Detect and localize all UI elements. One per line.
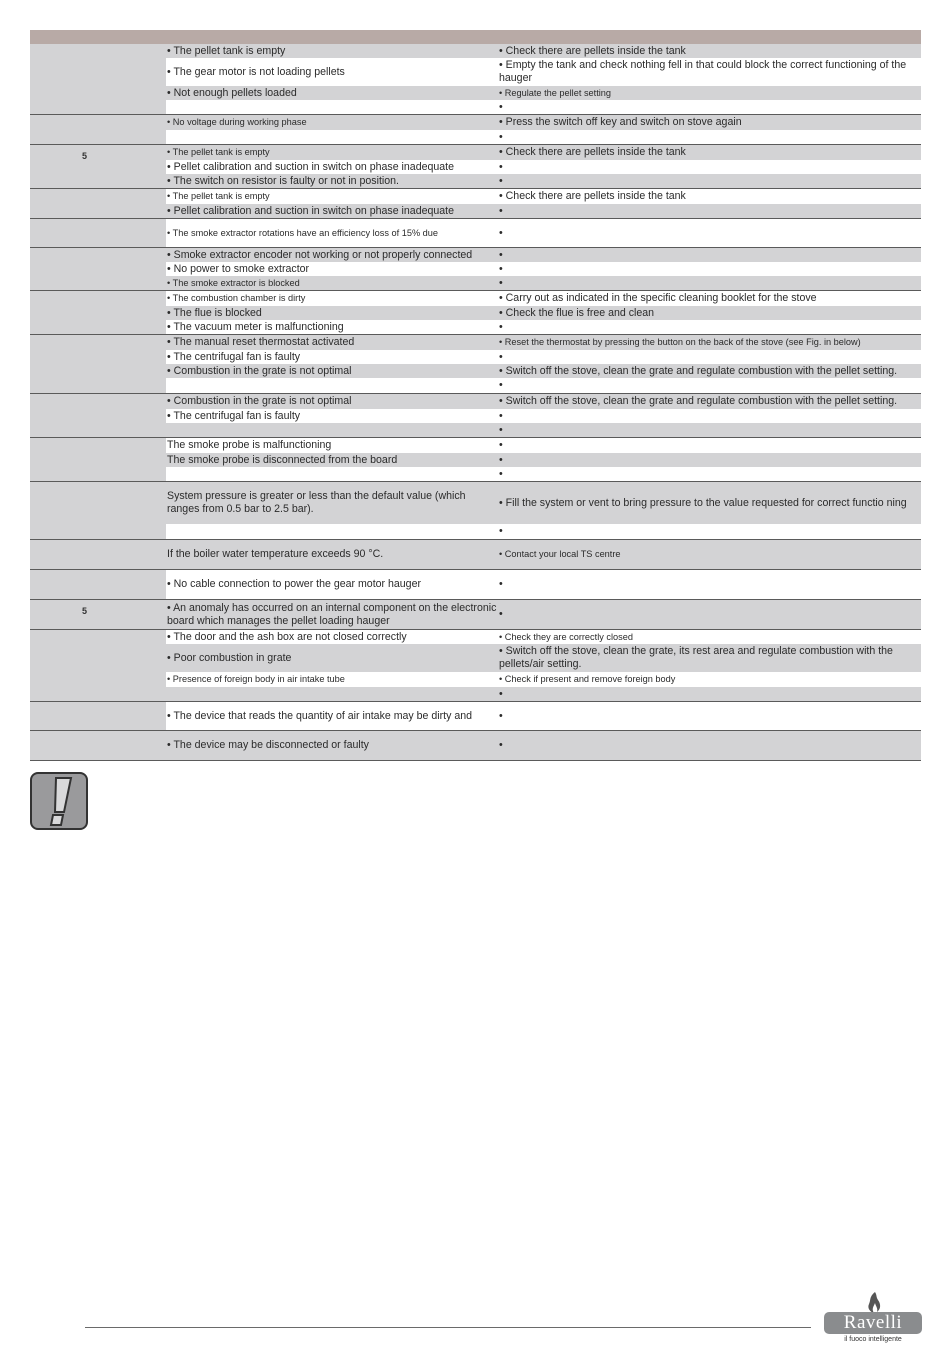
table-group	[30, 731, 921, 761]
probable-cause: • An anomaly has occurred on an internal component on the electronic board which manages the pellet loading hauger	[167, 601, 497, 627]
solution: •	[499, 379, 503, 391]
table-row	[166, 350, 921, 364]
probable-cause: • The pellet tank is empty	[167, 44, 286, 57]
solution: •	[499, 100, 503, 113]
table-group	[30, 145, 921, 189]
table-group	[30, 44, 921, 115]
error-code-cell	[30, 219, 166, 247]
error-code-cell	[30, 115, 166, 144]
probable-cause: • The device that reads the quantity of air intake may be dirty and	[167, 709, 473, 722]
table-row	[166, 364, 921, 378]
error-code-cell	[30, 145, 166, 188]
footer-rule	[85, 1327, 811, 1328]
error-code: 5	[82, 606, 88, 616]
table-row	[166, 570, 921, 599]
table-row	[166, 438, 921, 453]
solution: •	[499, 525, 503, 537]
table-row	[166, 130, 921, 144]
solution: •	[499, 409, 503, 422]
probable-cause: • The gear motor is not loading pellets	[167, 65, 345, 78]
table-row	[166, 204, 921, 218]
ravelli-logo	[824, 1292, 922, 1348]
table-row	[166, 86, 921, 100]
probable-cause: The smoke probe is malfunctioning	[167, 439, 332, 451]
table-row	[166, 482, 921, 524]
solution: • Fill the system or vent to bring pressure to the value requested for correct functio ning	[499, 496, 907, 509]
probable-cause	[166, 524, 498, 539]
solution: • Check there are pellets inside the tank	[499, 190, 686, 202]
probable-cause: If the boiler water temperature exceeds 90 °C.	[167, 548, 384, 560]
table-row	[166, 291, 921, 306]
probable-cause: • The combustion chamber is dirty	[167, 293, 306, 303]
solution: •	[499, 423, 503, 436]
table-group	[30, 394, 921, 438]
table-group	[30, 630, 921, 702]
probable-cause	[166, 130, 498, 144]
solution: • Check there are pellets inside the tank	[499, 44, 686, 57]
probable-cause: • Presence of foreign body in air intake tube	[167, 674, 345, 684]
table-body	[30, 44, 921, 761]
solution: • Check if present and remove foreign body	[499, 674, 676, 684]
troubleshooting-table	[30, 30, 921, 761]
table-row	[166, 115, 921, 130]
probable-cause: • No power to smoke extractor	[167, 262, 310, 275]
solution: •	[499, 739, 503, 751]
table-group	[30, 219, 921, 248]
table-row	[166, 262, 921, 276]
solution: • Reset the thermostat by pressing the button on the back of the stove (see Fig. in below)	[499, 337, 861, 347]
table-row	[166, 394, 921, 409]
table-row	[166, 276, 921, 290]
probable-cause: • The smoke extractor is blocked	[167, 277, 300, 288]
probable-cause	[166, 687, 498, 701]
logo-brand-text: Ravelli	[824, 1312, 922, 1334]
solution: • Switch off the stove, clean the grate and regulate combustion with the pellet setting.	[499, 364, 898, 377]
table-row	[166, 687, 921, 701]
solution: •	[499, 226, 503, 239]
error-code-cell	[30, 394, 166, 437]
probable-cause: • The vacuum meter is malfunctioning	[167, 320, 344, 333]
table-group	[30, 248, 921, 291]
probable-cause: • No voltage during working phase	[167, 117, 307, 127]
solution: •	[499, 453, 503, 466]
probable-cause: • Combustion in the grate is not optimal	[167, 395, 352, 407]
solution: •	[499, 174, 503, 187]
solution: •	[499, 467, 503, 480]
solution: • Contact your local TS centre	[499, 549, 621, 559]
table-row	[166, 467, 921, 481]
table-row	[166, 219, 921, 247]
solution: •	[499, 248, 503, 261]
table-row	[166, 524, 921, 539]
table-row	[166, 248, 921, 262]
table-row	[166, 160, 921, 174]
probable-cause: • The pellet tank is empty	[167, 191, 270, 201]
solution: •	[499, 204, 503, 217]
table-row	[166, 306, 921, 320]
error-code-cell	[30, 731, 166, 760]
solution: •	[499, 320, 503, 333]
table-header-bar	[30, 30, 921, 44]
probable-cause: • No cable connection to power the gear motor hauger	[167, 578, 421, 590]
table-group	[30, 570, 921, 600]
solution: •	[499, 276, 503, 289]
probable-cause	[166, 100, 498, 114]
error-code-cell	[30, 702, 166, 730]
exclamation-warning-icon	[30, 772, 88, 830]
probable-cause: • The switch on resistor is faulty or not in position.	[167, 174, 399, 187]
solution: •	[499, 709, 503, 722]
solution: •	[499, 262, 503, 275]
table-row	[166, 630, 921, 644]
table-group	[30, 702, 921, 731]
table-row	[166, 145, 921, 160]
table-row	[166, 378, 921, 393]
table-row	[166, 702, 921, 730]
probable-cause	[166, 423, 498, 437]
error-code-cell	[30, 570, 166, 599]
table-group	[30, 291, 921, 335]
probable-cause: • The device may be disconnected or faulty	[167, 739, 369, 751]
probable-cause: • The centrifugal fan is faulty	[167, 409, 301, 422]
error-code-cell	[30, 540, 166, 569]
logo-tagline: il fuoco intelligente	[844, 1336, 902, 1343]
solution: • Empty the tank and check nothing fell in that could block the correct functioning of the hauger	[499, 59, 907, 84]
solution: • Switch off the stove, clean the grate, its rest area and regulate combustion with the pellets/air setting.	[499, 645, 893, 670]
probable-cause: System pressure is greater or less than the default value (which ranges from 0.5 bar to 2.5 bar).	[167, 490, 466, 515]
error-code-cell	[30, 335, 166, 393]
table-row	[166, 672, 921, 687]
probable-cause: • Not enough pellets loaded	[167, 86, 297, 99]
solution: • Switch off the stove, clean the grate and regulate combustion with the pellet setting.	[499, 395, 898, 407]
solution: •	[499, 687, 503, 700]
error-code-cell	[30, 482, 166, 539]
solution: • Check the flue is free and clean	[499, 306, 655, 319]
solution: •	[499, 578, 503, 590]
solution: •	[499, 608, 503, 620]
probable-cause: • Poor combustion in grate	[167, 651, 292, 664]
table-row	[166, 58, 921, 86]
table-row	[166, 409, 921, 423]
probable-cause: • Smoke extractor encoder not working or not properly connected	[167, 248, 473, 261]
solution: •	[499, 160, 503, 173]
flame-logo-icon	[866, 1292, 882, 1314]
solution: •	[499, 350, 503, 363]
probable-cause: • The flue is blocked	[167, 306, 262, 319]
table-row	[166, 189, 921, 204]
error-code-cell	[30, 438, 166, 481]
probable-cause: The smoke probe is disconnected from the board	[167, 453, 398, 466]
table-row	[166, 453, 921, 467]
table-group	[30, 438, 921, 482]
solution: • Press the switch off key and switch on stove again	[499, 116, 742, 128]
table-row	[166, 600, 921, 629]
error-code-cell	[30, 291, 166, 334]
probable-cause: • The centrifugal fan is faulty	[167, 350, 301, 363]
table-row	[166, 731, 921, 760]
table-group	[30, 189, 921, 219]
table-row	[166, 44, 921, 58]
probable-cause	[166, 378, 498, 393]
solution: • Check there are pellets inside the tank	[499, 146, 686, 158]
solution: •	[499, 130, 503, 143]
probable-cause: • The pellet tank is empty	[167, 147, 270, 157]
table-row	[166, 423, 921, 437]
error-code-cell	[30, 600, 166, 629]
table-group	[30, 335, 921, 394]
table-row	[166, 174, 921, 188]
table-group	[30, 115, 921, 145]
table-row	[166, 335, 921, 350]
table-group	[30, 482, 921, 540]
probable-cause	[166, 467, 498, 481]
probable-cause: • Pellet calibration and suction in switch on phase inadequate	[167, 160, 454, 173]
error-code-cell	[30, 630, 166, 701]
probable-cause: • The smoke extractor rotations have an efficiency loss of 15% due	[167, 227, 438, 238]
probable-cause: • The manual reset thermostat activated	[167, 336, 355, 348]
table-row	[166, 100, 921, 114]
error-code-cell	[30, 248, 166, 290]
table-row	[166, 540, 921, 569]
error-code-cell	[30, 189, 166, 218]
probable-cause: • The door and the ash box are not closed correctly	[167, 630, 407, 643]
table-group	[30, 600, 921, 630]
solution: • Check they are correctly closed	[499, 631, 633, 642]
error-code-cell	[30, 44, 166, 114]
table-group	[30, 540, 921, 570]
solution: • Carry out as indicated in the specific cleaning booklet for the stove	[499, 292, 817, 304]
error-code: 5	[82, 151, 88, 161]
solution: • Regulate the pellet setting	[499, 87, 612, 98]
table-row	[166, 320, 921, 334]
table-row	[166, 644, 921, 672]
probable-cause: • Pellet calibration and suction in switch on phase inadequate	[167, 204, 454, 217]
solution: •	[499, 439, 503, 451]
probable-cause: • Combustion in the grate is not optimal	[167, 364, 352, 377]
